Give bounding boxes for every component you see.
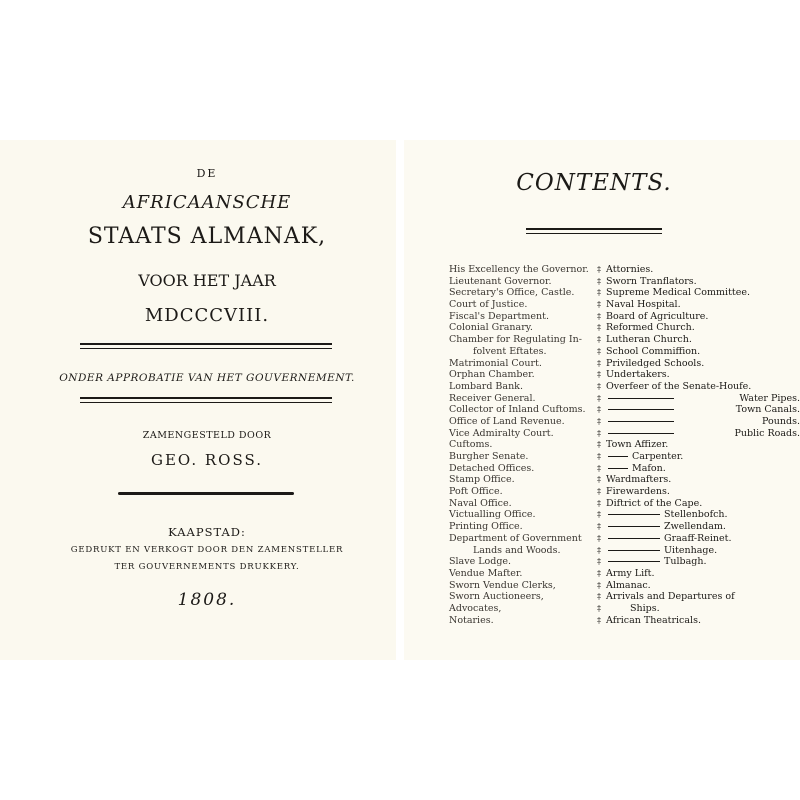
separator-glyph: ‡ bbox=[597, 323, 601, 333]
separator-glyph: ‡ bbox=[597, 487, 601, 497]
contents-entry: Vice Admiralty Court. bbox=[449, 427, 554, 439]
sub-entry-label: Zwellendam. bbox=[664, 521, 726, 533]
separator-glyph: ‡ bbox=[597, 358, 601, 368]
separator-glyph: ‡ bbox=[597, 416, 601, 426]
contents-entry bbox=[606, 463, 800, 475]
divider-rule bbox=[526, 228, 662, 230]
contents-entry bbox=[606, 451, 800, 463]
sub-entry-dash bbox=[608, 550, 660, 551]
contents-entry: Slave Lodge. bbox=[449, 556, 512, 568]
sub-entry-label: Mafon. bbox=[632, 462, 666, 474]
contents-entry bbox=[606, 404, 800, 416]
contents-entry: Collector of Inland Cuftoms. bbox=[449, 404, 586, 416]
sub-entry-dash bbox=[608, 421, 674, 422]
sub-entry-label: Uitenhage. bbox=[664, 544, 718, 556]
contents-entry bbox=[606, 556, 800, 568]
contents-right-column bbox=[606, 264, 800, 626]
contents-entry: Notaries. bbox=[449, 614, 494, 626]
contents-entry: Ships. bbox=[630, 602, 660, 614]
contents-entry: folvent Eftates. bbox=[473, 345, 547, 357]
sub-entry-label: Carpenter. bbox=[632, 451, 684, 462]
contents-entry: Chamber for Regulating In- bbox=[449, 334, 582, 346]
separator-glyph: ‡ bbox=[597, 545, 601, 555]
title-page bbox=[0, 140, 396, 660]
divider-rule bbox=[526, 233, 662, 234]
sub-entry-dash bbox=[608, 409, 674, 410]
sub-entry-dash bbox=[608, 456, 628, 457]
separator-glyph: ‡ bbox=[597, 428, 601, 438]
separator-glyph: ‡ bbox=[597, 463, 601, 473]
contents-entry bbox=[606, 521, 800, 533]
contents-entry: Lands and Woods. bbox=[473, 544, 561, 556]
sub-entry-label: Water Pipes. bbox=[739, 392, 800, 404]
compiled-by-label: ZAMENGESTELD DOOR bbox=[142, 430, 272, 441]
title-africaansche: AFRICAANSCHE bbox=[122, 192, 292, 213]
separator-glyph: ‡ bbox=[597, 603, 601, 613]
separator-glyph: ‡ bbox=[597, 498, 601, 508]
contents-entry bbox=[606, 545, 800, 557]
contents-entry: Supreme Medical Committee. bbox=[606, 287, 750, 299]
contents-entry: Secretary's Office, Castle. bbox=[449, 287, 575, 299]
imprint-year: 1808. bbox=[177, 590, 237, 610]
contents-entry bbox=[606, 533, 800, 545]
divider-rule bbox=[80, 343, 332, 345]
contents-entry: Advocates, bbox=[449, 602, 502, 614]
contents-entry: Sworn Tranflators. bbox=[606, 275, 697, 287]
sub-entry-dash bbox=[608, 468, 628, 469]
sub-entry-dash bbox=[608, 398, 674, 399]
separator-glyph: ‡ bbox=[597, 475, 601, 485]
contents-entry: Lombard Bank. bbox=[449, 380, 523, 392]
separator-glyph: ‡ bbox=[597, 592, 601, 602]
contents-entry: Vendue Mafter. bbox=[449, 567, 523, 579]
separator-glyph: ‡ bbox=[597, 335, 601, 345]
contents-entry: Army Lift. bbox=[606, 567, 655, 579]
separator-glyph: ‡ bbox=[597, 452, 601, 461]
separator-glyph: ‡ bbox=[597, 522, 601, 532]
contents-entry: Reformed Church. bbox=[606, 322, 695, 334]
contents-entry bbox=[606, 416, 800, 428]
separator-glyph: ‡ bbox=[597, 288, 601, 298]
contents-entry: Colonial Granary. bbox=[449, 322, 533, 334]
title-roman-year: MDCCCVIII. bbox=[144, 305, 270, 326]
contents-entry: Orphan Chamber. bbox=[449, 369, 535, 381]
contents-entry: African Theatricals. bbox=[606, 614, 701, 626]
separator-glyph: ‡ bbox=[597, 300, 601, 310]
separator-glyph: ‡ bbox=[597, 615, 601, 625]
contents-entry: Attornies. bbox=[606, 264, 654, 275]
contents-entry: Sworn Auctioneers, bbox=[449, 591, 544, 603]
contents-entry: Office of Land Revenue. bbox=[449, 415, 565, 427]
separator-glyph: ‡ bbox=[597, 370, 601, 380]
separator-glyph: ‡ bbox=[597, 580, 601, 590]
contents-entry: Victualling Office. bbox=[449, 509, 536, 521]
sub-entry-dash bbox=[608, 561, 660, 562]
contents-entry: Printing Office. bbox=[449, 521, 523, 533]
separator-glyph: ‡ bbox=[597, 311, 601, 321]
contents-entry: Receiver General. bbox=[449, 392, 536, 404]
separator-glyph: ‡ bbox=[597, 440, 601, 450]
separator-glyph: ‡ bbox=[597, 557, 601, 567]
separator-glyph: ‡ bbox=[597, 393, 601, 403]
contents-entry: Cuftoms. bbox=[449, 439, 493, 451]
contents-entry: Court of Justice. bbox=[449, 299, 528, 311]
sub-entry-label: Pounds. bbox=[762, 415, 800, 427]
ornamental-rule bbox=[118, 492, 294, 495]
sub-entry-dash bbox=[608, 433, 674, 434]
contents-left-column bbox=[449, 264, 599, 626]
contents-entry: Detached Offices. bbox=[449, 462, 535, 474]
sub-entry-label: Tulbagh. bbox=[664, 556, 707, 568]
sub-entry-label: Town Canals. bbox=[735, 404, 800, 416]
divider-rule bbox=[80, 397, 332, 399]
contents-entry bbox=[606, 393, 800, 405]
imprint-place: KAAPSTAD: bbox=[168, 525, 246, 539]
column-separator bbox=[595, 264, 603, 626]
contents-entry: Firewardens. bbox=[606, 486, 670, 498]
contents-entry: Matrimonial Court. bbox=[449, 357, 542, 369]
contents-entry: Wardmafters. bbox=[606, 474, 672, 486]
sub-entry-label: Graaff-Reinet. bbox=[664, 532, 732, 544]
contents-entry: Naval Office. bbox=[449, 497, 512, 509]
contents-entry: Diftrict of the Cape. bbox=[606, 497, 703, 509]
contents-entry: Almanac. bbox=[606, 579, 651, 591]
sub-entry-dash bbox=[608, 514, 660, 515]
separator-glyph: ‡ bbox=[597, 568, 601, 578]
approbation-line: ONDER APPROBATIE VAN HET GOUVERNEMENT. bbox=[59, 372, 355, 384]
separator-glyph: ‡ bbox=[597, 265, 601, 274]
separator-glyph: ‡ bbox=[597, 276, 601, 286]
sub-entry-label: Stellenbofch. bbox=[664, 509, 728, 521]
contents-page bbox=[404, 140, 800, 660]
sub-entry-dash bbox=[608, 538, 660, 539]
contents-entry: Lutheran Church. bbox=[606, 334, 692, 346]
contents-entry: Burgher Senate. bbox=[449, 451, 529, 462]
contents-entry: Board of Agriculture. bbox=[606, 310, 709, 322]
contents-entry: Stamp Office. bbox=[449, 474, 515, 486]
title-de: DE bbox=[196, 167, 218, 180]
separator-glyph: ‡ bbox=[597, 533, 601, 543]
sub-entry-dash bbox=[608, 526, 660, 527]
separator-glyph: ‡ bbox=[597, 510, 601, 520]
contents-entry: Poft Office. bbox=[449, 486, 503, 498]
sub-entry-label: Public Roads. bbox=[734, 427, 800, 439]
contents-entry: Lieutenant Governor. bbox=[449, 275, 552, 287]
imprint-line: TER GOUVERNEMENTS DRUKKERY. bbox=[114, 562, 300, 572]
contents-entry: His Excellency the Governor. bbox=[449, 264, 589, 275]
contents-entry: Naval Hospital. bbox=[606, 299, 681, 311]
contents-entry: Fiscal's Department. bbox=[449, 310, 549, 322]
divider-rule bbox=[80, 348, 332, 349]
separator-glyph: ‡ bbox=[597, 381, 601, 391]
divider-rule bbox=[80, 402, 332, 403]
title-staats-almanak: STAATS ALMANAK, bbox=[87, 224, 327, 249]
separator-glyph: ‡ bbox=[597, 346, 601, 356]
title-voor-het-jaar: VOOR HET JAAR bbox=[138, 271, 276, 290]
contents-entry: Overfeer of the Senate-Houfe. bbox=[606, 380, 752, 392]
contents-entry: Priviledged Schools. bbox=[606, 357, 705, 369]
contents-title: CONTENTS. bbox=[516, 170, 672, 196]
contents-entry bbox=[606, 509, 800, 521]
contents-entry: Town Affizer. bbox=[606, 439, 669, 451]
contents-entry: School Commiffion. bbox=[606, 345, 701, 357]
separator-glyph: ‡ bbox=[597, 405, 601, 415]
contents-entry: Department of Government bbox=[449, 532, 582, 544]
imprint-line: GEDRUKT EN VERKOGT DOOR DEN ZAMENSTELLER bbox=[70, 545, 344, 555]
contents-entry bbox=[606, 428, 800, 440]
author-name: GEO. ROSS. bbox=[151, 451, 263, 469]
contents-entry: Sworn Vendue Clerks, bbox=[449, 579, 556, 591]
contents-entry: Arrivals and Departures of bbox=[606, 591, 735, 603]
contents-entry: Undertakers. bbox=[606, 369, 670, 381]
